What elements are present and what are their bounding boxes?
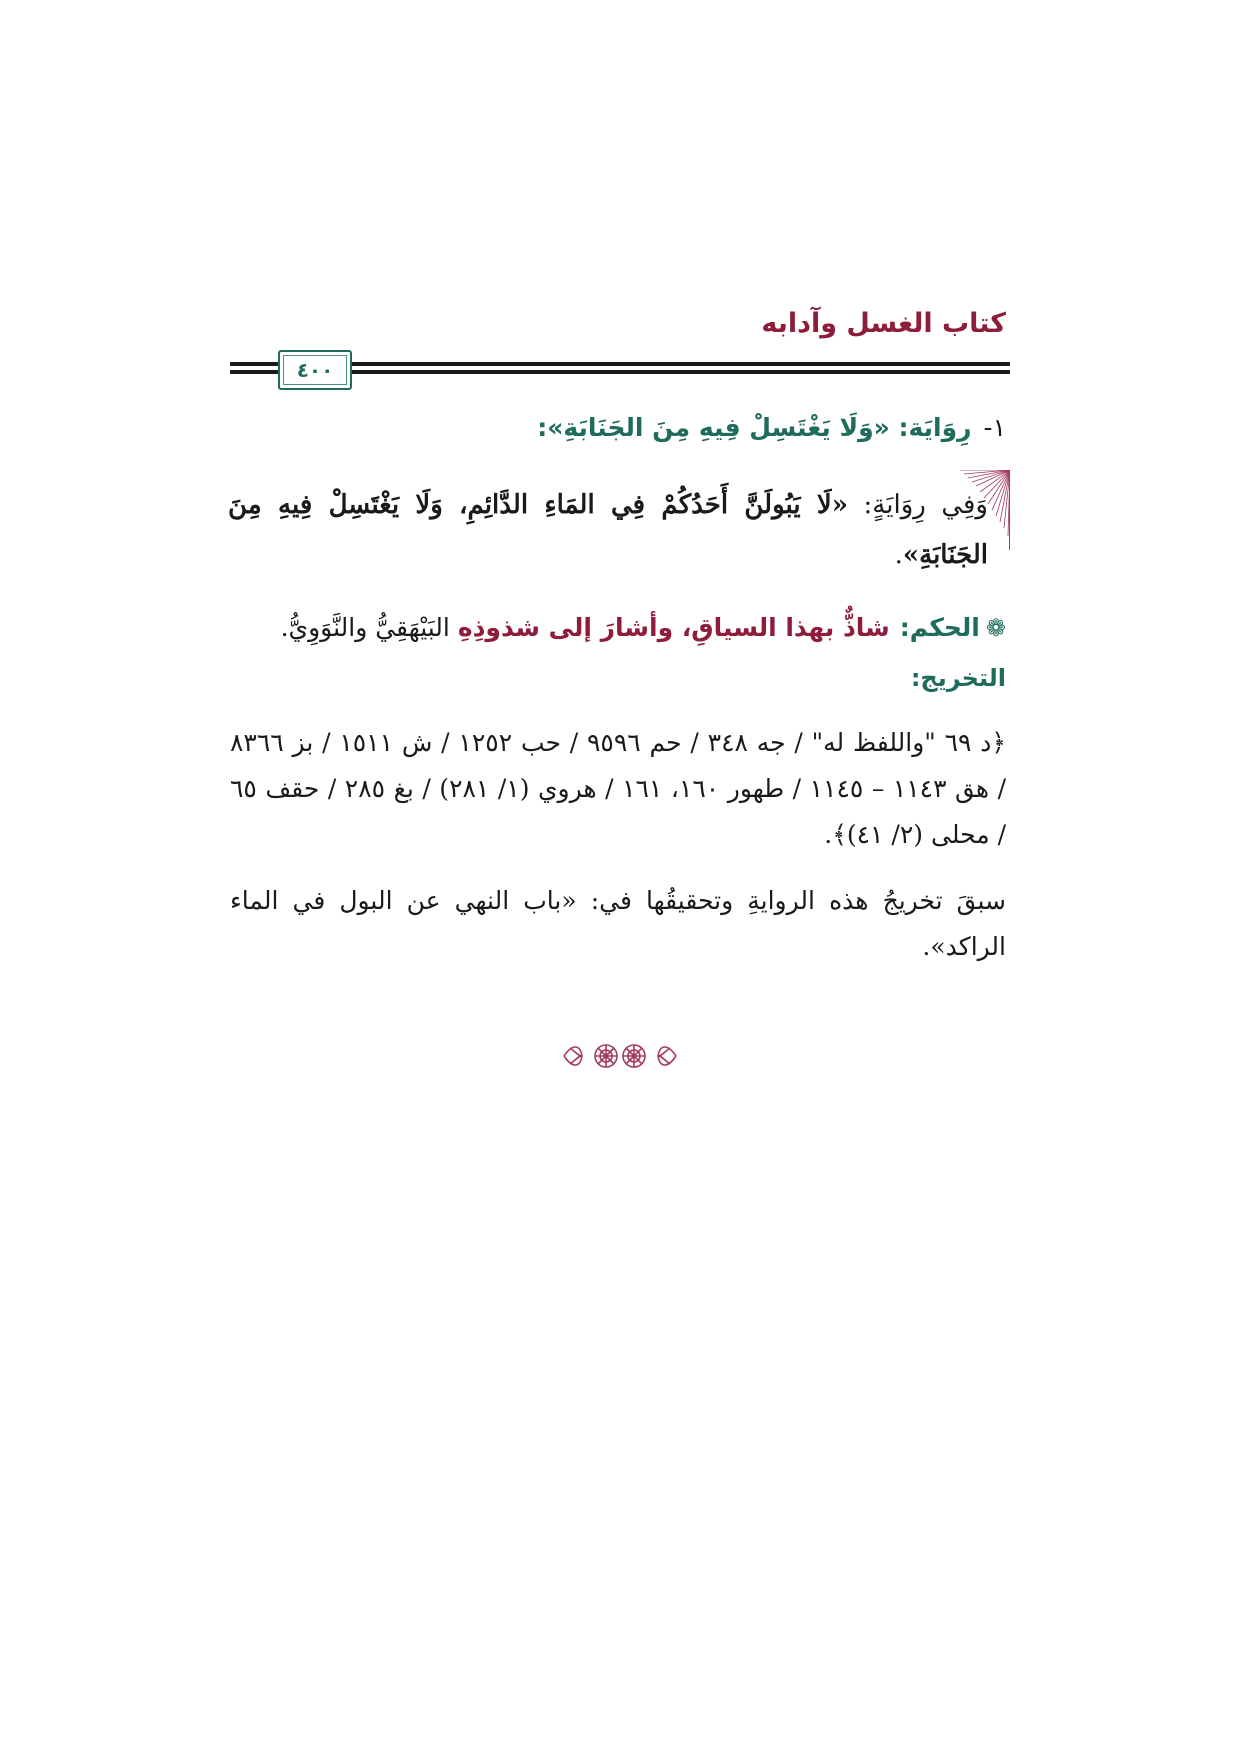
- header-rule-line-left-top: [230, 362, 278, 366]
- flower-icon: ❁: [985, 614, 1006, 642]
- ruling-line: [246, 608, 1006, 648]
- cross-reference-note: سبقَ تخريجُ هذه الروايةِ وتحقيقُها في: «باب النهي عن البول في الماء الراكد».: [230, 886, 1006, 961]
- hadith-block: [228, 480, 988, 580]
- takhrij-body: ﴿د ٦٩ "واللفظ له" / جه ٣٤٨ / حم ٩٥٩٦ / حب ١٢٥٢ / ش ١٥١١ / بز ٨٣٦٦ / هق ١١٤٣ – ١١٤٥ / طهور ١٦٠، ١٦١ / هروي (١/ ٢٨١) / بغ ٢٨٥ / حقف ٦٥ / محلى (٢/ ٤١)﴾.: [230, 728, 1007, 849]
- page-number-badge: [278, 350, 352, 390]
- header-rule-line-right-top: [348, 362, 1010, 366]
- hadith-intro: وَفِي رِوَايَةٍ:: [863, 490, 988, 520]
- hadith-end: .: [894, 540, 903, 570]
- section-heading: [226, 408, 1006, 448]
- ornament-icon: [560, 1038, 680, 1074]
- ruling-label: الحكم:: [899, 613, 980, 642]
- hadith-text: «لَا يَبُولَنَّ أَحَدُكُمْ فِي المَاءِ الدَّائِمِ، وَلَا يَغْتَسِلْ فِيهِ مِنَ الجَنَابَةِ»: [228, 490, 988, 570]
- header-rule-line-right-bottom: [348, 370, 1010, 374]
- section-number: ١-: [983, 413, 1006, 442]
- header-rule: [230, 348, 1010, 388]
- section-heading-text: رِوَايَة: «وَلَا يَغْتَسِلْ فِيهِ مِنَ الجَنَابَةِ»:: [537, 413, 972, 442]
- page-number: ٤٠٠: [296, 358, 334, 382]
- takhrij-heading: التخريج:: [910, 664, 1006, 692]
- ruling-main: شاذٌّ بهذا السياقِ، وأشارَ إلى شذوذِهِ: [457, 613, 890, 642]
- running-header-title: كتاب الغسل وآدابه: [761, 308, 1006, 339]
- header-rule-line-left-bottom: [230, 370, 278, 374]
- ruling-tail: البَيْهَقِيُّ والنَّوَوِيُّ.: [280, 613, 450, 642]
